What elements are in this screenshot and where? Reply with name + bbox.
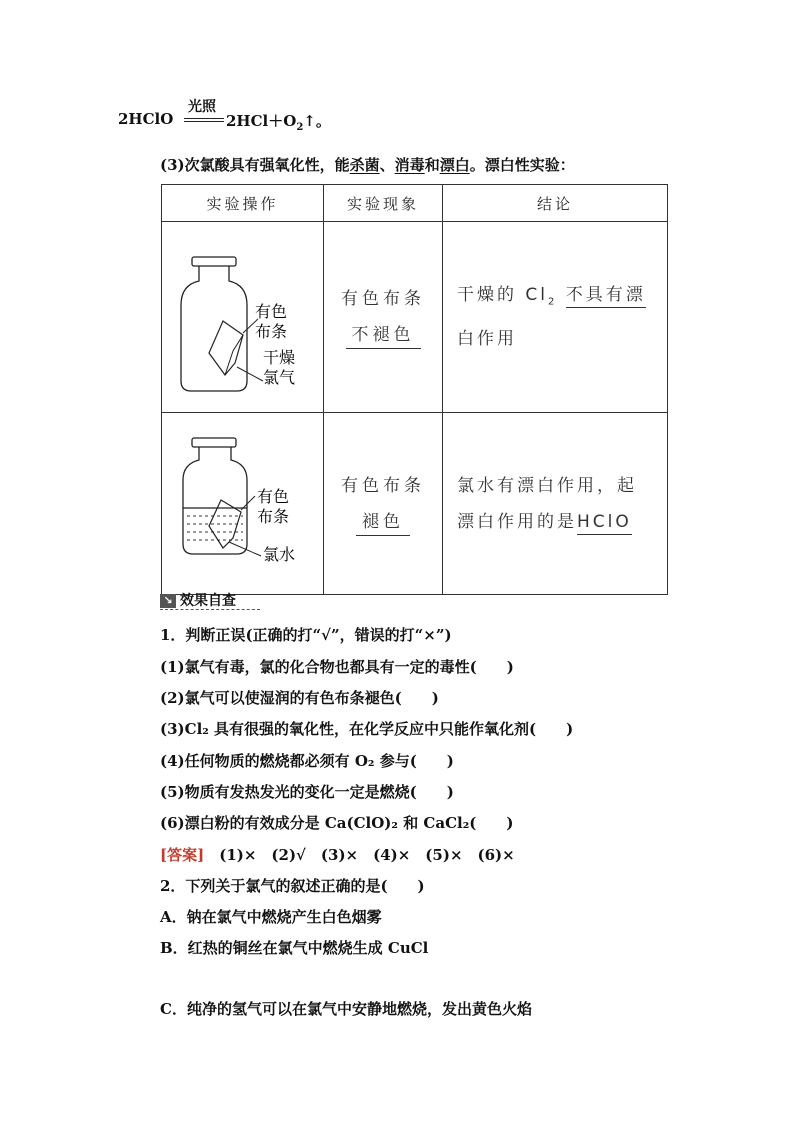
answer-label: [答案] [160,846,205,864]
label-cloth: 布条 [257,507,290,526]
term-disinfect: 消毒 [394,156,425,174]
phenomenon-dry: 有色布条 不褪色 [324,222,443,413]
q1-item: (4)任何物质的燃烧都必须有 O₂ 参与( ) [160,752,454,770]
bottle-chlorine-water-illustration [163,414,321,589]
table-row [162,222,668,413]
label-dry: 干燥 [263,348,296,367]
arrow-icon: ↘ [160,594,176,608]
bottle-dry-chlorine-illustration [163,223,321,407]
table-row [162,413,668,595]
table-header-row [162,185,668,222]
header-phenomenon: 实验现象 [324,185,443,222]
header-operation: 实验操作 [162,185,324,222]
conclusion-dry: 干燥的 $Cl_2$ 不具有漂 白作用 [443,222,668,413]
q2-option-c: C．纯净的氢气可以在氯气中安静地燃烧，发出黄色火焰 [160,1000,532,1018]
phenomenon-wet-answer: 褪色 [356,509,410,536]
chlorine-water-bottle-diagram [162,413,324,595]
phenomenon-wet: 有色布条 褪色 [324,413,443,595]
reaction-equation [118,96,418,136]
equation-right: $2HCl+O_2↑$。 [226,112,331,133]
section-self-check: ↘ 效果自查 [160,590,236,610]
intro-line: (3)次氯酸具有强氧化性，能杀菌、消毒和漂白。漂白性实验： [160,156,575,174]
q1-item: (2)氯气可以使湿润的有色布条褪色( ) [160,689,439,707]
q1-item: (5)物质有发热发光的变化一定是燃烧( ) [160,783,454,801]
dry-chlorine-bottle-diagram [162,222,324,413]
label-chlorine-water: 氯水 [263,545,296,564]
q2-option-a: A．钠在氯气中燃烧产生白色烟雾 [160,908,382,926]
q2-title: 2．下列关于氯气的叙述正确的是( ) [160,877,425,895]
label-cloth: 布条 [255,322,288,341]
q2-option-b: B．红热的铜丝在氯气中燃烧生成 CuCl [160,939,429,957]
q1-answer [160,844,515,865]
label-colored: 有色 [255,302,288,321]
term-sterilize: 杀菌 [349,156,380,174]
conclusion-wet-answer: HClO [577,512,632,535]
phenomenon-dry-answer: 不褪色 [346,322,421,349]
equation-left: 2HClO [118,110,174,128]
conclusion-dry-answer: 不具有漂 [566,285,646,308]
term-bleach: 漂白 [439,156,470,174]
label-colored: 有色 [257,487,290,506]
bleaching-experiment-table [161,184,668,595]
q1-item: (3)Cl₂ 具有很强的氧化性，在化学反应中只能作氧化剂( ) [160,720,574,738]
label-chlorine-gas: 氯气 [263,368,296,387]
header-conclusion: 结论 [443,185,668,222]
conclusion-wet: 氯水有漂白作用，起 漂白作用的是HClO [443,413,668,595]
q1-item: (6)漂白粉的有效成分是 Ca(ClO)₂ 和 CaCl₂( ) [160,814,514,832]
q1-title: 1．判断正误(正确的打“√”，错误的打“×”) [160,626,452,644]
q1-item: (1)氯气有毒，氯的化合物也都具有一定的毒性( ) [160,658,514,676]
reaction-condition: 光照 [188,99,216,115]
answer-text: (1)× (2)√ (3)× (4)× (5)× (6)× [219,846,515,864]
